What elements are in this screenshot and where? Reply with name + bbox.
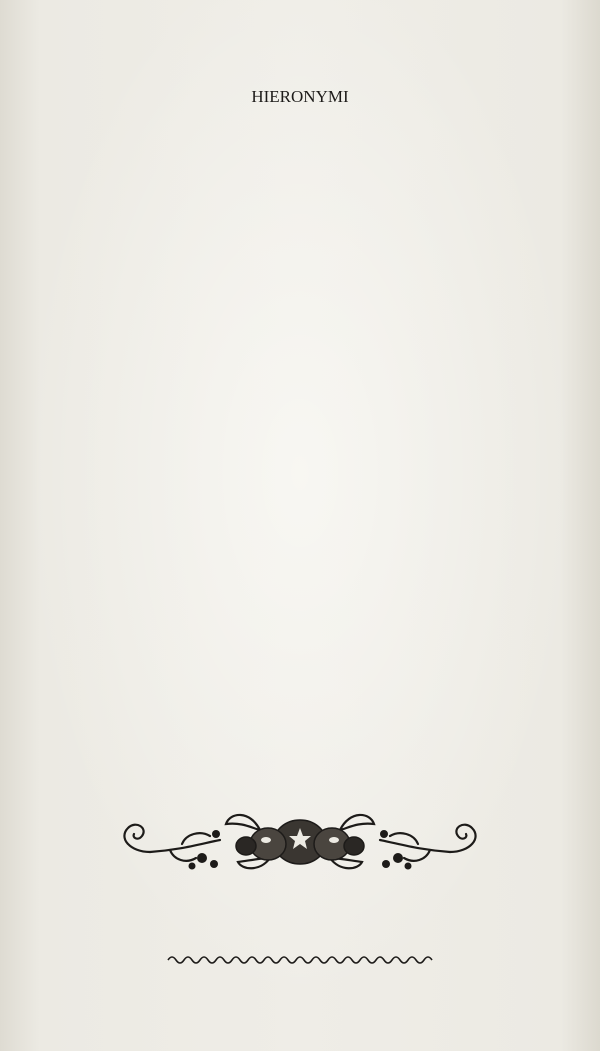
floral-fruit-ornament-icon xyxy=(110,800,490,880)
title-hieronymi: HIERONYMI xyxy=(251,87,349,106)
wavy-rule-icon xyxy=(166,954,434,966)
